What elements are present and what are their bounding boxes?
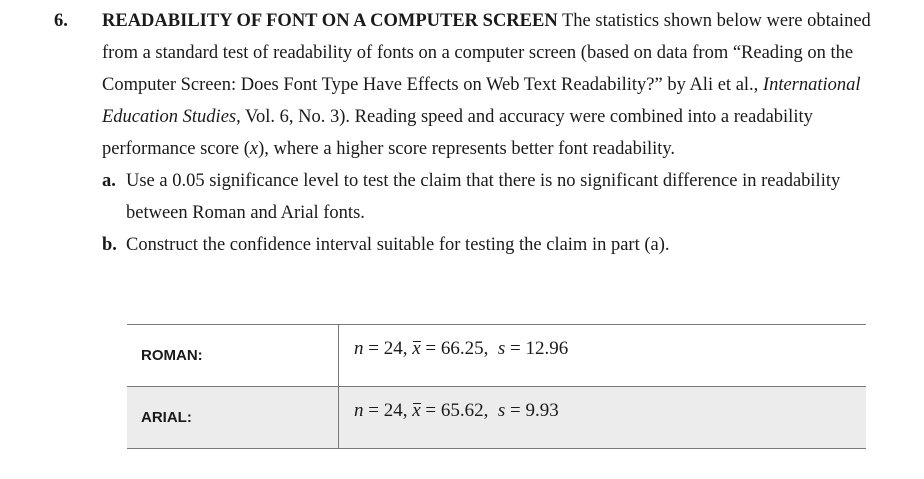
sd-roman: 12.96 — [525, 338, 569, 359]
row-label-arial: ARIAL: — [127, 387, 339, 449]
mean-arial: 65.62 — [440, 400, 484, 421]
journal-name: International Education Studies — [102, 75, 861, 127]
part-b — [102, 229, 878, 261]
intro-text-1: The statistics shown below were obtained from a standard test of readability of fonts on a computer screen (based on data from “Reading on the Computer Screen: Does Font Type Have Effects on Web Text Readability?” by Ali et al., — [102, 11, 871, 95]
s-symbol: s — [497, 338, 506, 359]
part-b-letter: b. — [102, 235, 117, 255]
n-symbol: n — [354, 338, 364, 359]
row-stats-arial: n = 24, x = 65.62, s = 9.93 — [339, 387, 867, 449]
table-row-arial — [127, 387, 866, 449]
part-b-text: Construct the confidence interval suitable for testing the claim in part (a). — [126, 235, 670, 255]
problem-statement — [54, 5, 878, 165]
row-label-roman: ROMAN: — [127, 325, 339, 387]
problem-parts — [102, 165, 878, 261]
s-symbol: s — [497, 400, 506, 421]
sample-size-arial: 24 — [383, 400, 403, 421]
sd-arial: 9.93 — [525, 400, 559, 421]
problem-number: 6. — [54, 11, 68, 31]
problem-title: READABILITY OF FONT ON A COMPUTER SCREEN — [102, 11, 558, 31]
part-a-letter: a. — [102, 171, 116, 191]
xbar-symbol: x — [412, 338, 421, 359]
intro-text-3: ), where a higher score represents better font readability. — [258, 139, 676, 159]
problem-block — [54, 5, 878, 261]
part-a-text: Use a 0.05 significance level to test the claim that there is no significant difference in readability between Roman and Arial fonts. — [126, 171, 841, 223]
mean-roman: 66.25 — [440, 338, 484, 359]
variable-symbol: x — [249, 139, 259, 159]
table-row-roman — [127, 325, 866, 387]
xbar-symbol: x — [412, 400, 421, 421]
sample-size-roman: 24 — [383, 338, 403, 359]
n-symbol: n — [354, 400, 364, 421]
part-a — [102, 165, 878, 229]
row-stats-roman: n = 24, x = 66.25, s = 12.96 — [339, 325, 867, 387]
intro-text-2: , Vol. 6, No. 3). Reading speed and accuracy were combined into a readability performance score ( — [102, 107, 813, 159]
statistics-table — [127, 324, 866, 449]
